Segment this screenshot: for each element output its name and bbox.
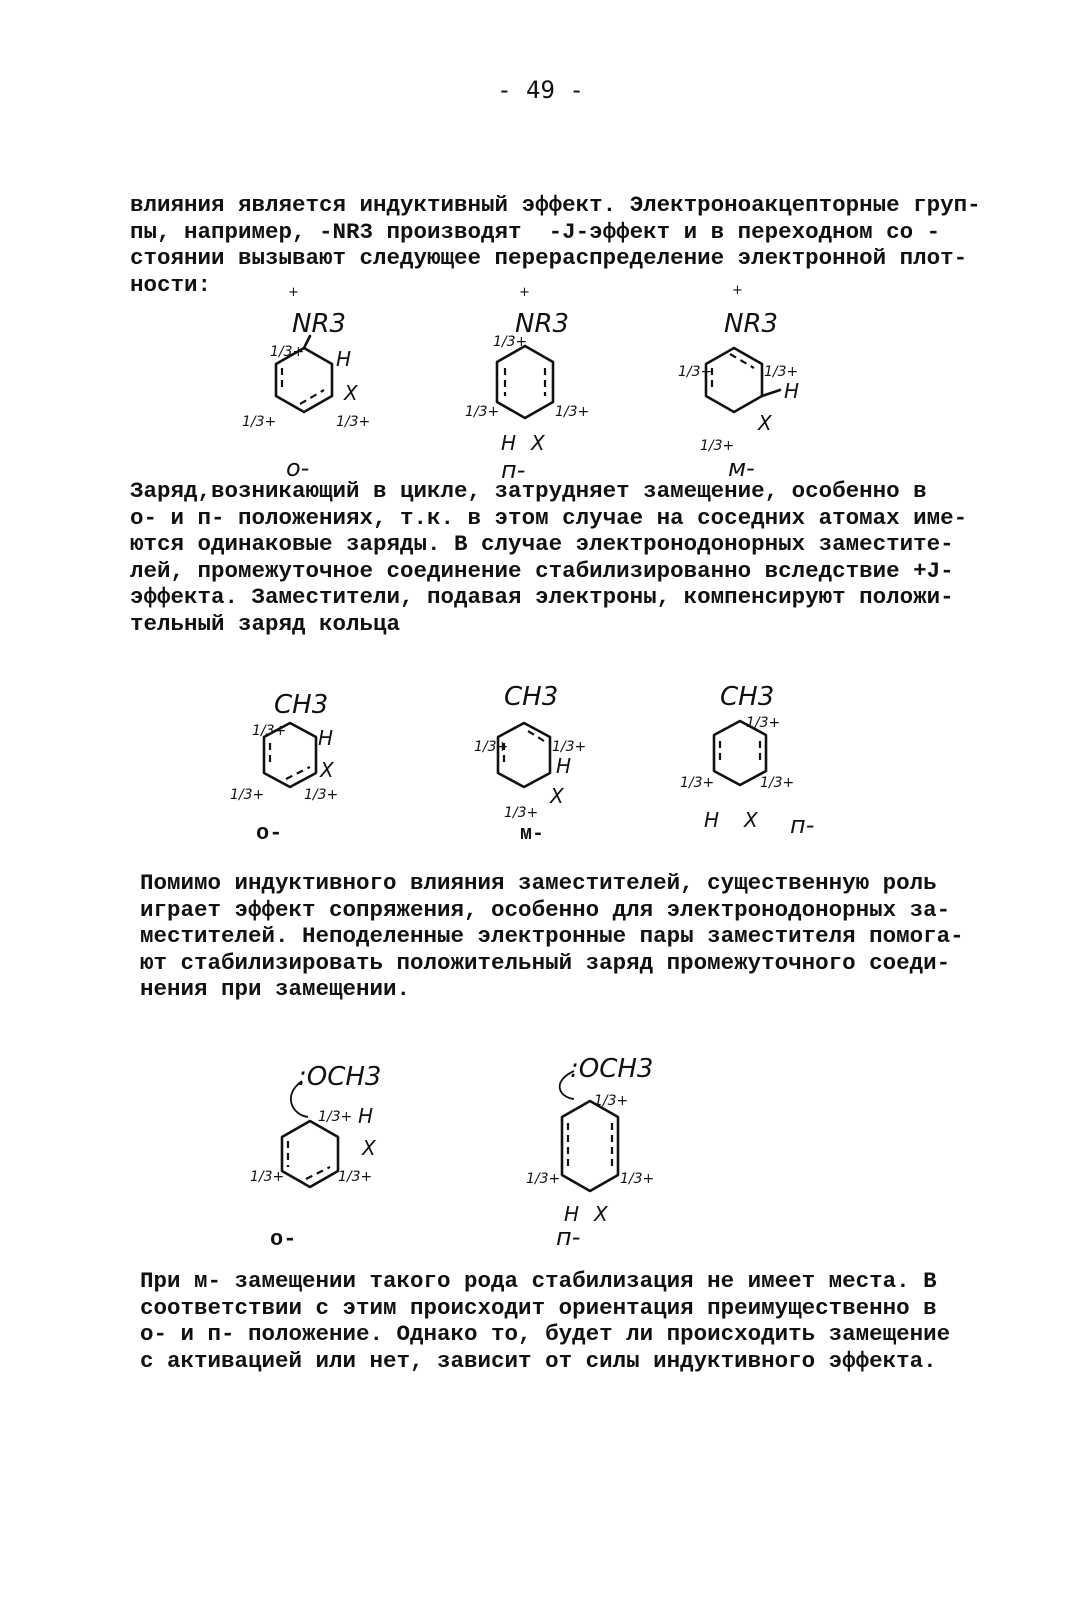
nr3-meta-structure xyxy=(678,283,799,482)
x-label: X xyxy=(594,1202,608,1226)
paragraph-conjugation-effect xyxy=(140,870,1045,1003)
nr3-label: NR3 xyxy=(515,309,570,339)
charge-label: 1/3+ xyxy=(526,1171,561,1187)
text-line: влияния является индуктивный эффект. Электроноакцепторные груп- xyxy=(130,192,981,218)
ring-partial-bonds xyxy=(712,354,754,392)
hydrogen-label: H xyxy=(564,1202,580,1226)
x-label: X xyxy=(758,411,772,435)
paragraph-charge-distribution xyxy=(130,478,1035,637)
text-line: При м- замещении такого рода стабилизация не имеет места. В xyxy=(140,1268,937,1294)
hydrogen-label: H xyxy=(501,431,517,455)
charge-label: 1/3+ xyxy=(304,787,339,803)
charge-label: 1/3+ xyxy=(555,404,590,420)
ring-partial-bonds xyxy=(720,741,760,765)
nr3-label: NR3 xyxy=(724,309,779,339)
text-line: Заряд,возникающий в цикле, затрудняет замещение, особенно в xyxy=(130,478,927,504)
paragraph-meta-substitution xyxy=(140,1268,1045,1374)
nr3-structures-diagram xyxy=(230,283,830,490)
hydrogen-label: H xyxy=(358,1104,374,1128)
charge-label: 1/3+ xyxy=(594,1093,629,1109)
text-line: ют стабилизировать положительный заряд промежуточного соеди- xyxy=(140,949,951,976)
ch3-label: CH3 xyxy=(274,690,329,720)
x-label: X xyxy=(744,808,758,832)
text-line: с активацией или нет, зависит от силы индуктивного эффекта. xyxy=(140,1347,937,1374)
plus-sign: + xyxy=(288,285,299,300)
charge-label: 1/3+ xyxy=(230,787,265,803)
text-line: соответствии с этим происходит ориентация преимущественно в xyxy=(140,1294,937,1321)
hydrogen-label: H xyxy=(336,347,352,371)
text-line: ются одинаковые заряды. В случае электронодонорных заместите- xyxy=(130,531,954,557)
charge-label: 1/3+ xyxy=(504,805,539,821)
charge-label: 1/3+ xyxy=(760,775,795,791)
para-label: п- xyxy=(556,1223,581,1251)
meta-label: м- xyxy=(520,823,545,846)
benzene-ring xyxy=(562,1101,618,1191)
hydrogen-label: H xyxy=(704,808,720,832)
charge-label: 1/3+ xyxy=(680,775,715,791)
charge-label: 1/3+ xyxy=(620,1171,655,1187)
ch3-label: CH3 xyxy=(720,682,775,712)
plus-sign: + xyxy=(519,285,530,300)
text-line: местителей. Неподеленные электронные пары заместителя помога- xyxy=(140,923,964,949)
ch3-meta-structure xyxy=(474,682,586,846)
och3-label: :OCH3 xyxy=(298,1062,382,1092)
charge-label: 1/3+ xyxy=(764,364,799,380)
charge-label: 1/3+ xyxy=(700,438,735,454)
text-line: эффекта. Заместители, подавая электроны, компенсируют положи- xyxy=(130,584,954,610)
charge-label: 1/3+ xyxy=(318,1109,353,1125)
benzene-ring xyxy=(498,723,550,787)
ch3-para-structure xyxy=(680,682,814,839)
charge-label: 1/3+ xyxy=(250,1169,285,1185)
text-line: о- и п- положениях, т.к. в этом случае на соседних атомах име- xyxy=(130,504,968,531)
meta-label: м- xyxy=(728,454,755,482)
para-label: п- xyxy=(501,456,526,484)
charge-label: 1/3+ xyxy=(552,739,587,755)
text-line: играет эффект сопряжения, особенно для электронодонорных за- xyxy=(140,896,951,923)
charge-label: 1/3+ xyxy=(270,344,305,360)
och3-label: :OCH3 xyxy=(570,1054,654,1084)
ch3-ortho-structure xyxy=(230,690,338,846)
x-label: X xyxy=(320,758,334,782)
och3-ortho-structure xyxy=(250,1062,381,1252)
ring-partial-bonds xyxy=(288,1141,330,1179)
nr3-ortho-structure xyxy=(242,285,370,482)
nr3-para-structure xyxy=(465,285,589,484)
ortho-label: о- xyxy=(256,821,283,846)
charge-label: 1/3+ xyxy=(678,364,713,380)
charge-label: 1/3+ xyxy=(474,739,509,755)
ch3-structures-svg xyxy=(230,675,850,850)
text-line: нения при замещении. xyxy=(140,976,411,1002)
x-label: X xyxy=(362,1136,376,1160)
text-line: стоянии вызывают следующее перераспределение электронной плот- xyxy=(130,245,968,271)
para-label: п- xyxy=(790,811,815,839)
och3-structures-diagram xyxy=(250,1045,710,1260)
charge-label: 1/3+ xyxy=(336,414,371,430)
och3-para-structure xyxy=(526,1054,654,1251)
page-number: - 49 - xyxy=(497,76,584,104)
charge-label: 1/3+ xyxy=(242,414,277,430)
nr3-label: NR3 xyxy=(292,309,347,339)
charge-label: 1/3+ xyxy=(338,1169,373,1185)
text-line: лей, промежуточное соединение стабилизированно вследствие +J- xyxy=(130,557,954,584)
charge-label: 1/3+ xyxy=(465,404,500,420)
x-label: X xyxy=(550,784,564,808)
hydrogen-label: H xyxy=(556,754,572,778)
plus-sign: + xyxy=(732,283,743,298)
hydrogen-label: H xyxy=(784,379,800,403)
charge-label: 1/3+ xyxy=(493,334,528,350)
paragraph-inductive-effect xyxy=(130,192,1035,298)
text-line: пы, например, -NR3 производят -J-эффект и в переходном со - xyxy=(130,218,941,245)
text-line: тельный заряд кольца xyxy=(130,610,401,637)
ch3-label: CH3 xyxy=(504,682,559,712)
hydrogen-label: H xyxy=(318,726,334,750)
x-label: X xyxy=(531,431,545,455)
ring-partial-bonds xyxy=(282,368,324,404)
ortho-label: о- xyxy=(270,1227,297,1252)
charge-label: 1/3+ xyxy=(746,715,781,731)
charge-label: 1/3+ xyxy=(252,723,287,739)
ring-partial-bonds xyxy=(270,743,310,779)
och3-structures-svg xyxy=(250,1045,710,1255)
text-line: ности: xyxy=(130,271,212,298)
ch3-structures-diagram xyxy=(230,675,850,855)
ortho-label: o- xyxy=(286,454,310,482)
x-label: X xyxy=(344,381,358,405)
ring-partial-bonds xyxy=(504,731,544,767)
text-line: о- и п- положение. Однако то, будет ли происходить замещение xyxy=(140,1321,951,1347)
nr3-structures-svg xyxy=(230,283,830,485)
ring-partial-bonds xyxy=(568,1123,612,1169)
text-line: Помимо индуктивного влияния заместителей, существенную роль xyxy=(140,870,937,896)
ring-partial-bonds xyxy=(505,368,545,396)
